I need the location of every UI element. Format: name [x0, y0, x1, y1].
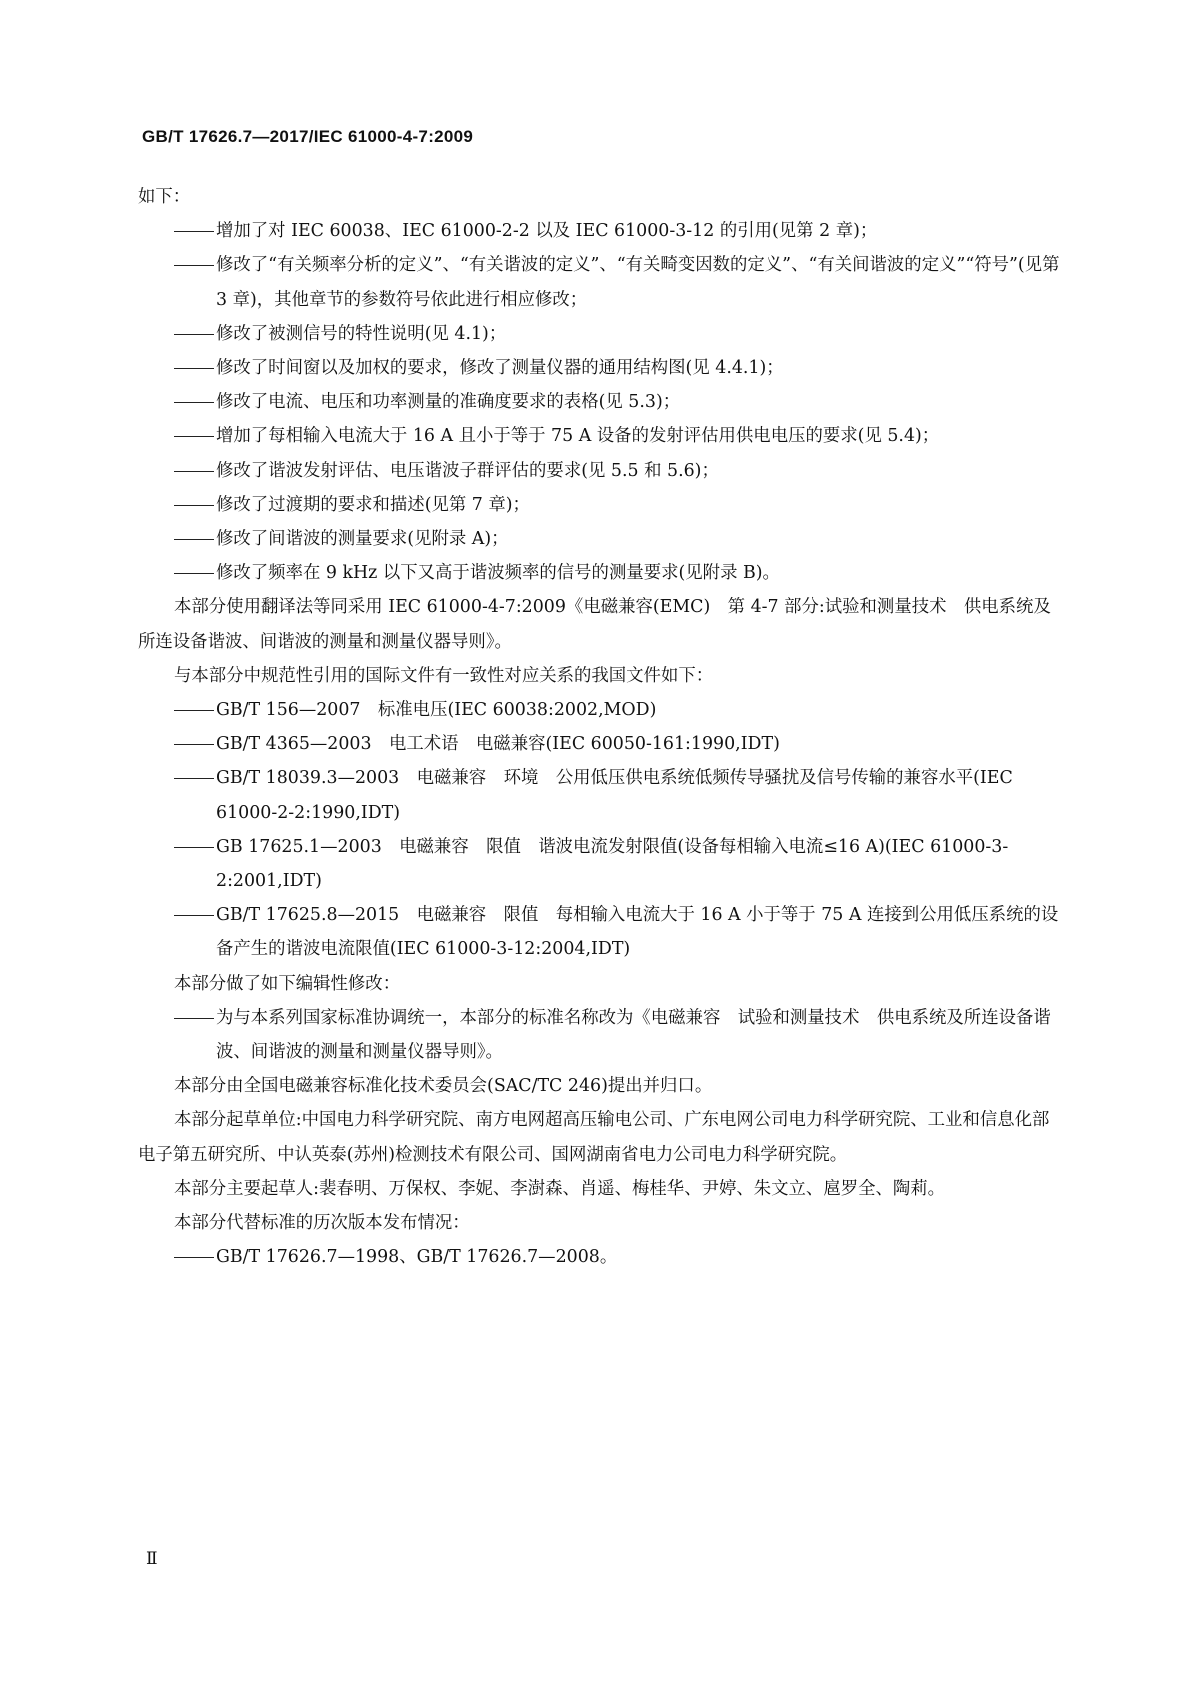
list-item-text: 增加了每相输入电流大于 16 A 且小于等于 75 A 设备的发射评估用供电电压的要求(见 5.4)；	[216, 426, 940, 447]
list-item	[138, 351, 1064, 385]
list-item	[138, 419, 1064, 453]
list-item-text: 修改了频率在 9 kHz 以下又高于谐波频率的信号的测量要求(见附录 B)。	[216, 563, 780, 584]
paragraph: 本部分做了如下编辑性修改：	[174, 973, 401, 994]
page-number: Ⅱ	[146, 1549, 158, 1569]
list-item	[138, 556, 1064, 590]
list-item	[138, 317, 1064, 351]
list-item-text: 修改了过渡期的要求和描述(见第 7 章)；	[216, 494, 530, 515]
list-item-text: GB/T 156—2007 标准电压(IEC 60038:2002,MOD)	[216, 700, 657, 721]
document-body	[138, 180, 1064, 1275]
list-item	[138, 727, 1064, 761]
list-item-text: 增加了对 IEC 60038、IEC 61000-2-2 以及 IEC 61000-3-12 的引用(见第 2 章)；	[216, 221, 878, 242]
list-item	[138, 488, 1064, 522]
list-item-text: 修改了谐波发射评估、电压谐波子群评估的要求(见 5.5 和 5.6)；	[216, 460, 719, 481]
paragraph: 本部分使用翻译法等同采用 IEC 61000-4-7:2009《电磁兼容(EMC) 第 4-7 部分:试验和测量技术 供电系统及所连设备谐波、间谐波的测量和测量仪器导则》。	[138, 597, 1051, 652]
list-item-text: 修改了电流、电压和功率测量的准确度要求的表格(见 5.3)；	[216, 392, 681, 413]
list-item	[138, 693, 1064, 727]
paragraph: 与本部分中规范性引用的国际文件有一致性对应关系的我国文件如下：	[174, 665, 714, 686]
list-item-text: GB 17625.1—2003 电磁兼容 限值 谐波电流发射限值(设备每相输入电流≤16 A)(IEC 61000-3-2:2001,IDT)	[216, 836, 1009, 892]
paragraph: 如下：	[138, 187, 191, 207]
list-item	[138, 454, 1064, 488]
list-item	[138, 761, 1064, 829]
list-item-text: 修改了间谐波的测量要求(见附录 A)；	[216, 529, 509, 550]
list-item	[138, 898, 1064, 966]
list-item	[138, 214, 1064, 248]
list-item-text: GB/T 17626.7—1998、GB/T 17626.7—2008。	[216, 1247, 618, 1268]
list-item	[138, 830, 1064, 898]
paragraph: 本部分起草单位:中国电力科学研究院、南方电网超高压输电公司、广东电网公司电力科学研究院、工业和信息化部电子第五研究所、中认英泰(苏州)检测技术有限公司、国网湖南省电力公司电力科学研究院。	[138, 1110, 1050, 1165]
list-item-text: 修改了时间窗以及加权的要求，修改了测量仪器的通用结构图(见 4.4.1)；	[216, 358, 784, 379]
list-item-text: GB/T 4365—2003 电工术语 电磁兼容(IEC 60050-161:1990,IDT)	[216, 734, 780, 755]
paragraph: 本部分代替标准的历次版本发布情况：	[174, 1213, 470, 1234]
list-item-text: 为与本系列国家标准协调统一，本部分的标准名称改为《电磁兼容 试验和测量技术 供电系统及所连设备谐波、间谐波的测量和测量仪器导则》。	[216, 1007, 1051, 1063]
paragraph: 本部分由全国电磁兼容标准化技术委员会(SAC/TC 246)提出并归口。	[174, 1076, 713, 1097]
list-item-text: 修改了“有关频率分析的定义”、“有关谐波的定义”、“有关畸变因数的定义”、“有关间谐波的定义”“符号”(见第 3 章)，其他章节的参数符号依此进行相应修改；	[216, 255, 1060, 310]
list-item-text: 修改了被测信号的特性说明(见 4.1)；	[216, 323, 507, 344]
list-item	[138, 1240, 1064, 1274]
list-item-text: GB/T 18039.3—2003 电磁兼容 环境 公用低压供电系统低频传导骚扰及信号传输的兼容水平(IEC 61000-2-2:1990,IDT)	[216, 768, 1013, 823]
list-item	[138, 522, 1064, 556]
paragraph: 本部分主要起草人:裴春明、万保权、李妮、李澍森、肖遥、梅桂华、尹婷、朱文立、扈罗全、陶莉。	[174, 1178, 946, 1199]
list-item	[138, 385, 1064, 419]
list-item	[138, 248, 1064, 316]
list-item-text: GB/T 17625.8—2015 电磁兼容 限值 每相输入电流大于 16 A 小于等于 75 A 连接到公用低压系统的设备产生的谐波电流限值(IEC 61000-3-12:2004,IDT)	[216, 905, 1059, 960]
document-id-header: GB/T 17626.7—2017/IEC 61000-4-7:2009	[142, 127, 474, 146]
list-item	[138, 1001, 1064, 1069]
